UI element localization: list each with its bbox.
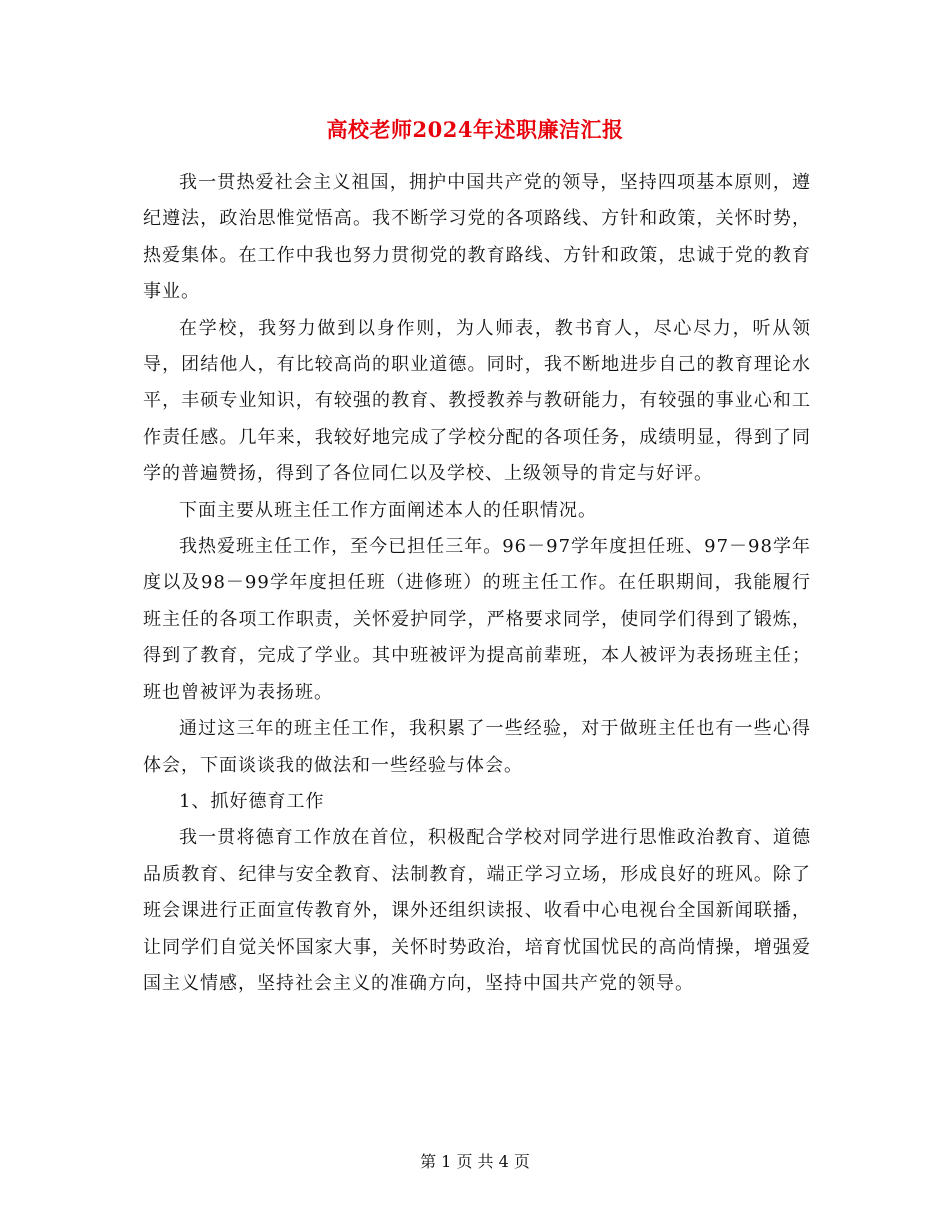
page-number: 第 1 页 共 4 页 <box>420 1152 530 1171</box>
paragraph-2: 在学校，我努力做到以身作则，为人师表，教书育人，尽心尽力，听从领导，团结他人，有比较高尚的职业道德。同时，我不断地进步自己的教育理论水平，丰硕专业知识，有较强的教育、教授教养与教研能力，有较强的事业心和工作责任感。几年来，我较好地完成了学校分配的各项任务，成绩明显，得到了同学的普遍赞扬，得到了各位同仁以及学校、上级领导的肯定与好评。 <box>143 317 811 485</box>
document-title: 高校老师2024年述职廉洁汇报 <box>326 117 624 142</box>
paragraph-3: 下面主要从班主任工作方面阐述本人的任职情况。 <box>179 499 597 521</box>
paragraph-6: 我一贯将德育工作放在首位，积极配合学校对同学进行思惟政治教育、道德品质教育、纪律与安全教育、法制教育，端正学习立场，形成良好的班风。除了班会课进行正面宣传教育外，课外还组织读报、收看中心电视台全国新闻联播，让同学们自觉关怀国家大事，关怀时势政治，培育忧国忧民的高尚情操，增强爱国主义情感，坚持社会主义的准确方向，坚持中国共产党的领导。 <box>143 827 811 994</box>
section-heading-1: 1、抓好德育工作 <box>179 790 325 812</box>
paragraph-5: 通过这三年的班主任工作，我积累了一些经验，对于做班主任也有一些心得体会，下面谈谈我的做法和一些经验与体会。 <box>143 718 811 776</box>
paragraph-1: 我一贯热爱社会主义祖国，拥护中国共产党的领导，坚持四项基本原则，遵纪遵法，政治思惟觉悟高。我不断学习党的各项路线、方针和政策，关怀时势，热爱集体。在工作中我也努力贯彻党的教育路线、方针和政策，忠诚于党的教育事业。 <box>143 172 811 303</box>
paragraph-4: 我热爱班主任工作，至今已担任三年。96－97学年度担任班、97－98学年度以及98－99学年度担任班（进修班）的班主任工作。在任职期间，我能履行班主任的各项工作职责，关怀爱护同学，严格要求同学，使同学们得到了锻炼，得到了教育，完成了学业。其中班被评为提高前辈班，本人被评为表扬班主任；班也曾被评为表扬班。 <box>143 536 811 703</box>
document-body <box>143 165 811 1002</box>
